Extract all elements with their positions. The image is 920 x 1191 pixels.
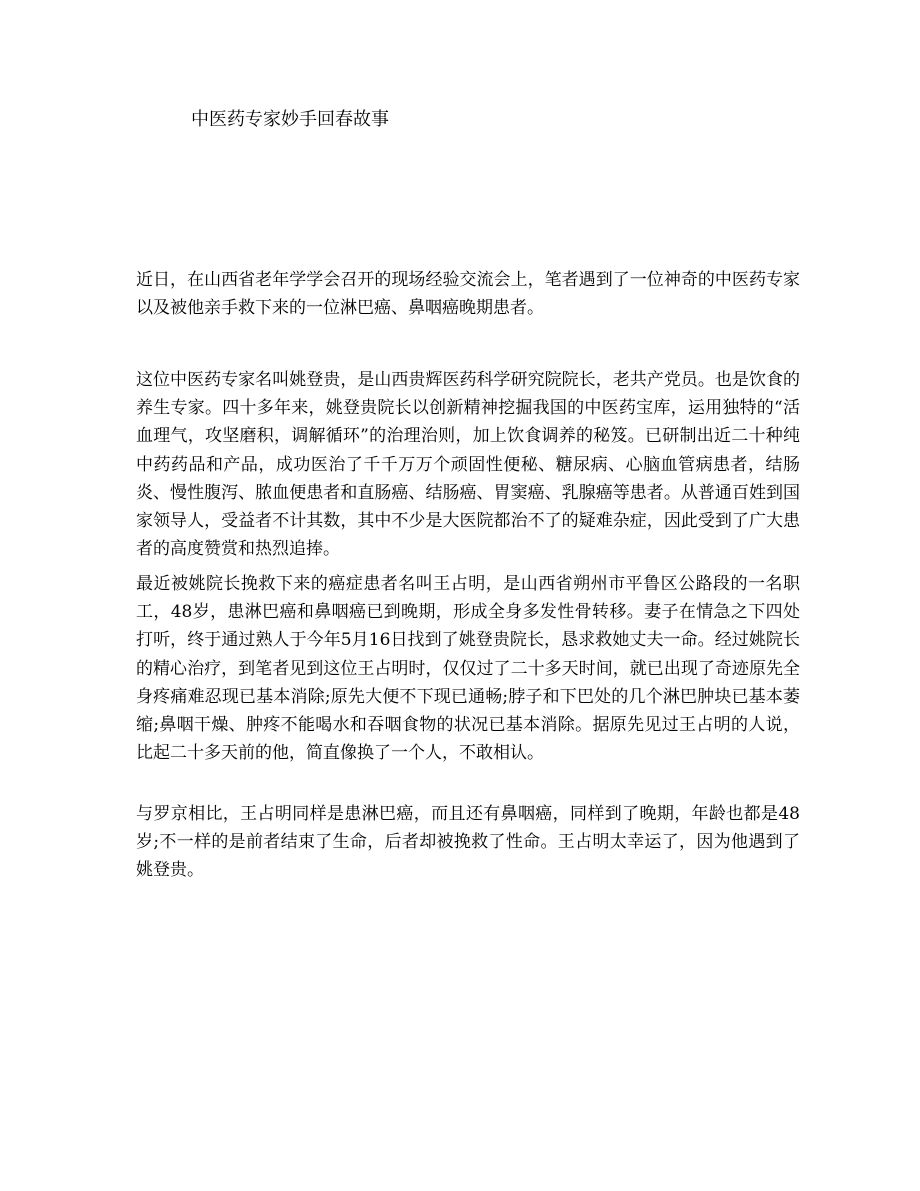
paragraph-intro: 近日，在山西省老年学学会召开的现场经验交流会上，笔者遇到了一位神奇的中医药专家以及被他亲手救下来的一位淋巴癌、鼻咽癌晚期患者。	[136, 270, 800, 319]
document-title: 中医药专家妙手回春故事	[191, 109, 389, 130]
paragraph-expert: 这位中医药专家名叫姚登贵，是山西贵辉医药科学研究院院长，老共产党员。也是饮食的养生专家。四十多年来，姚登贵院长以创新精神挖掘我国的中医药宝库，运用独特的“活血理气，攻坚磨积，调解循环”的治理治则，加上饮食调养的秘笈。已研制出近二十种纯中药药品和产品，成功医治了千千万万个顽固性便秘、糖尿病、心脑血管病患者，结肠炎、慢性腹泻、脓血便患者和直肠癌、结肠癌、胃窦癌、乳腺癌等患者。从普通百姓到国家领导人，受益者不计其数，其中不少是大医院都治不了的疑难杂症，因此受到了广大患者的高度赞赏和热烈追捧。	[136, 370, 800, 560]
paragraph-comparison: 与罗京相比，王占明同样是患淋巴癌，而且还有鼻咽癌，同样到了晚期，年龄也都是48岁;不一样的是前者结束了生命，后者却被挽救了性命。王占明太幸运了，因为他遇到了姚登贵。	[136, 804, 800, 881]
paragraph-patient: 最近被姚院长挽救下来的癌症患者名叫王占明，是山西省朔州市平鲁区公路段的一名职工，48岁，患淋巴癌和鼻咽癌已到晚期，形成全身多发性骨转移。妻子在情急之下四处打听，终于通过熟人于今年5月16日找到了姚登贵院长，恳求救她丈夫一命。经过姚院长的精心治疗，到笔者见到这位王占明时，仅仅过了二十多天时间，就已出现了奇迹原先全身疼痛难忍现已基本消除;原先大便不下现已通畅;脖子和下巴处的几个淋巴肿块已基本萎缩;鼻咽干燥、肿疼不能喝水和吞咽食物的状况已基本消除。据原先见过王占明的人说，比起二十多天前的他，简直像换了一个人，不敢相认。	[136, 574, 800, 764]
